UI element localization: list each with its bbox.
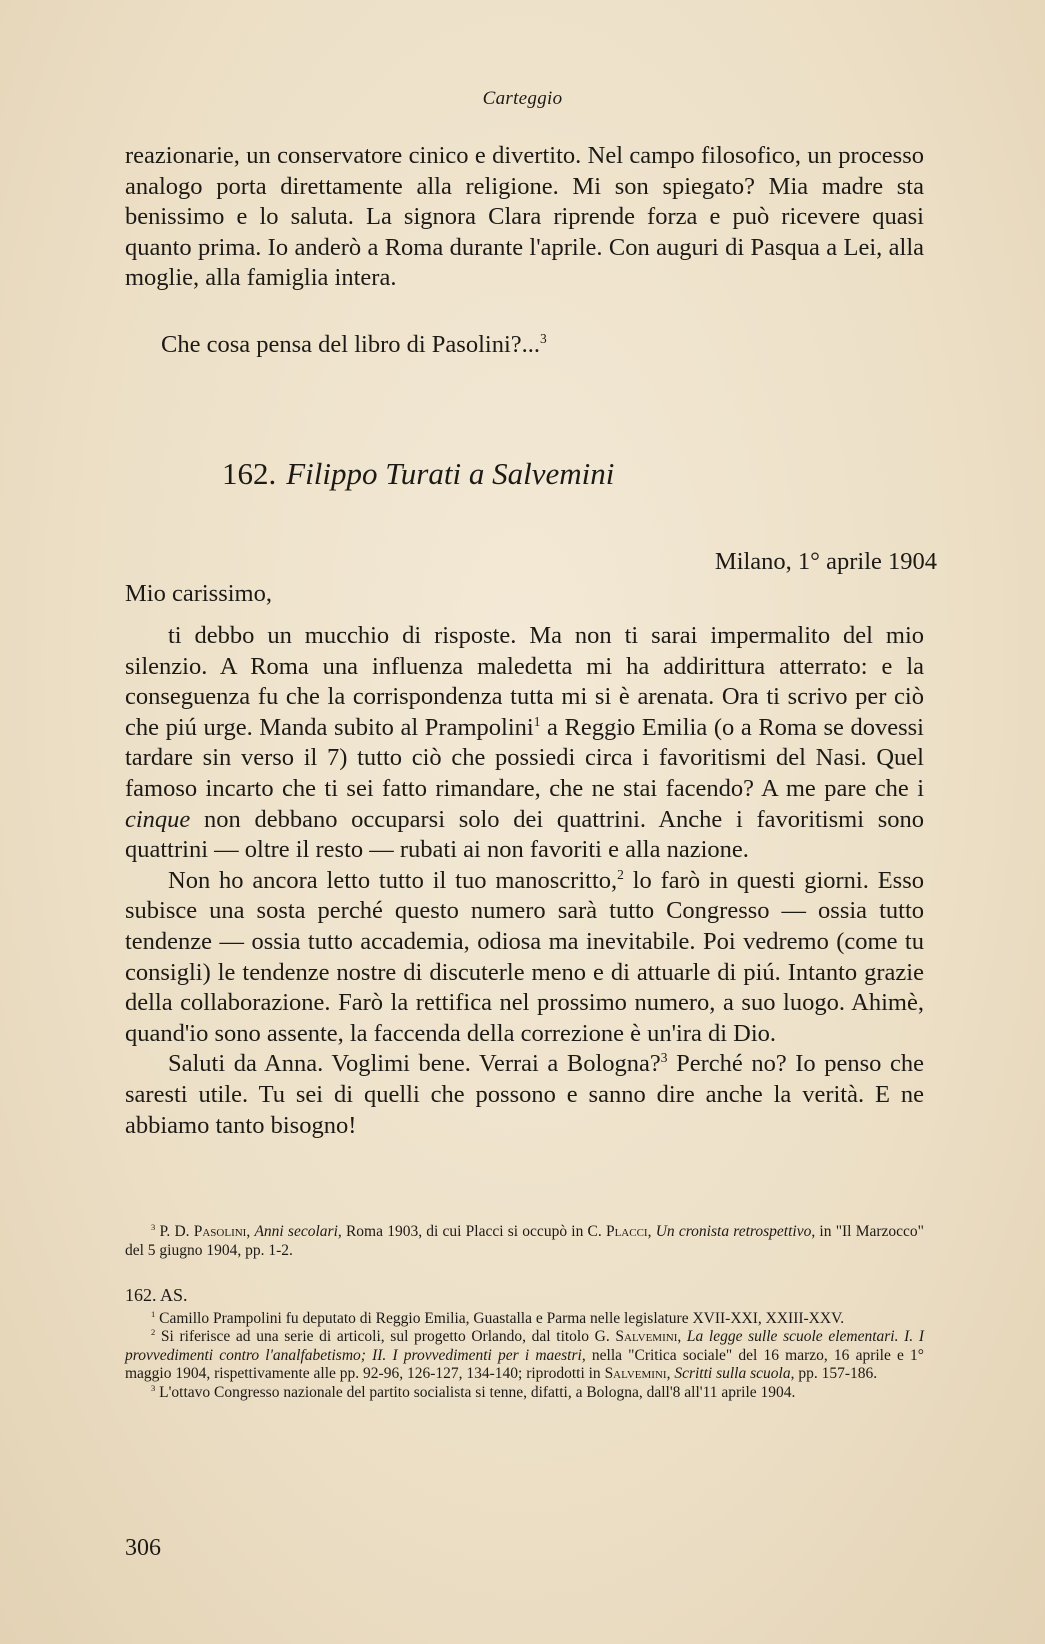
footnote: $^2$ Si riferisce ad una serie di articoli, sul progetto Orlando, dal titolo G. Salvemini, La legge sulle scuole elementari. I. I provvedimenti contro l'analfabetismo; II. I provvedimenti per i maestri, nella "Critica sociale" del 16 marzo, 16 aprile e 1° maggio 1904, rispettivamente alle pp. 92-96, 126-127, 134-140; riprodotti in Salvemini, Scritti sulla scuola, pp. 157-186. [125, 1326, 925, 1382]
letter-title: Filippo Turati a Salvemini [286, 456, 615, 491]
letter-body [125, 621, 924, 1141]
salutation: Mio carissimo, [125, 580, 272, 607]
footnote-ref: 1 [533, 713, 541, 729]
running-head: Carteggio [482, 88, 563, 109]
letter-number: 162. [222, 456, 277, 491]
letter-paragraph-2: Non ho ancora letto tutto il tuo manoscritto,$^2$ lo farò in questi giorni. Esso subisce una sosta perché questo numero sarà tutto Congresso — ossia tutto tendenze — ossia tutto accademia, odiosa ma inevitabile. Poi vedremo (come tu consigli) le tendenze nostre di discuterle meno e di attuarle di piú. Intanto grazie della collaborazione. Farò la rettifica nel prossimo numero, a suo luogo. Ahimè, quand'io sono assente, la faccenda della correzione è un'ira di Dio. [125, 866, 925, 1047]
footnotes-previous-letter [125, 1223, 924, 1260]
previous-letter-ending [125, 141, 924, 361]
letter-paragraph-1: ti debbo un mucchio di risposte. Ma non ti sarai impermalito del mio silenzio. A Roma una influenza maledetta mi ha addirittura atterrato: e la conseguenza fu che la corrispondenza tutta mi si è arenata. Ora ti scrivo per ciò che piú urge. Manda subito al Prampolini$^1$ a Reggio Emilia (o a Roma se dovessi tardare sin verso il 7) tutto ciò che possiedi circa i favoritismi del Nasi. Quel famoso incarto che ti sei fatto rimandare, che ne stai facendo? A me pare che i cinque non debbano occuparsi solo dei quattrini. Anche i favoritismi sono quattrini — oltre il resto — rubati ai non favoriti e alla nazione. [125, 622, 924, 864]
footnote: $^3$ L'ottavo Congresso nazionale del partito socialista si tenne, difatti, a Bologna, dall'8 all'11 aprile 1904. [151, 1382, 796, 1401]
footnote: $^1$ Camillo Prampolini fu deputato di Reggio Emilia, Guastalla e Parma nelle legislature XVII-XXI, XXIII-XXV. [151, 1308, 845, 1327]
dateline: Milano, 1° aprile 1904 [714, 548, 937, 575]
footnote-ref: 3 [540, 330, 547, 346]
footnotes-letter-162 [125, 1286, 924, 1402]
footnote: $^3$ P. D. Pasolini, Anni secolari, Roma 1903, di cui Placci si occupò in C. Placci, Un cronista retrospettivo, in "Il Marzocco" del 5 giugno 1904, pp. 1-2. [125, 1221, 924, 1259]
letter-heading [222, 456, 614, 492]
previous-letter-postscript: Che cosa pensa del libro di Pasolini?...$^3$ [161, 330, 547, 358]
previous-letter-paragraph: reazionarie, un conservatore cinico e divertito. Nel campo filosofico, un processo analogo porta direttamente alla religione. Mi son spiegato? Mia madre sta benissimo e lo saluta. La signora Clara riprende forza e può ricevere quasi quanto prima. Io anderò a Roma durante l'aprile. Con auguri di Pasqua a Lei, alla moglie, alla famiglia intera. [125, 142, 924, 292]
source-label: 162. AS. [125, 1285, 188, 1305]
footnote-ref: 2 [617, 866, 624, 882]
page-number: 306 [125, 1535, 161, 1561]
letter-paragraph-3: Saluti da Anna. Voglimi bene. Verrai a Bologna?$^3$ Perché no? Io penso che saresti utile. Tu sei di quelli che possono e sanno dire anche la verità. E ne abbiamo tanto bisogno! [125, 1050, 924, 1139]
footnote-ref: 3 [660, 1050, 668, 1066]
